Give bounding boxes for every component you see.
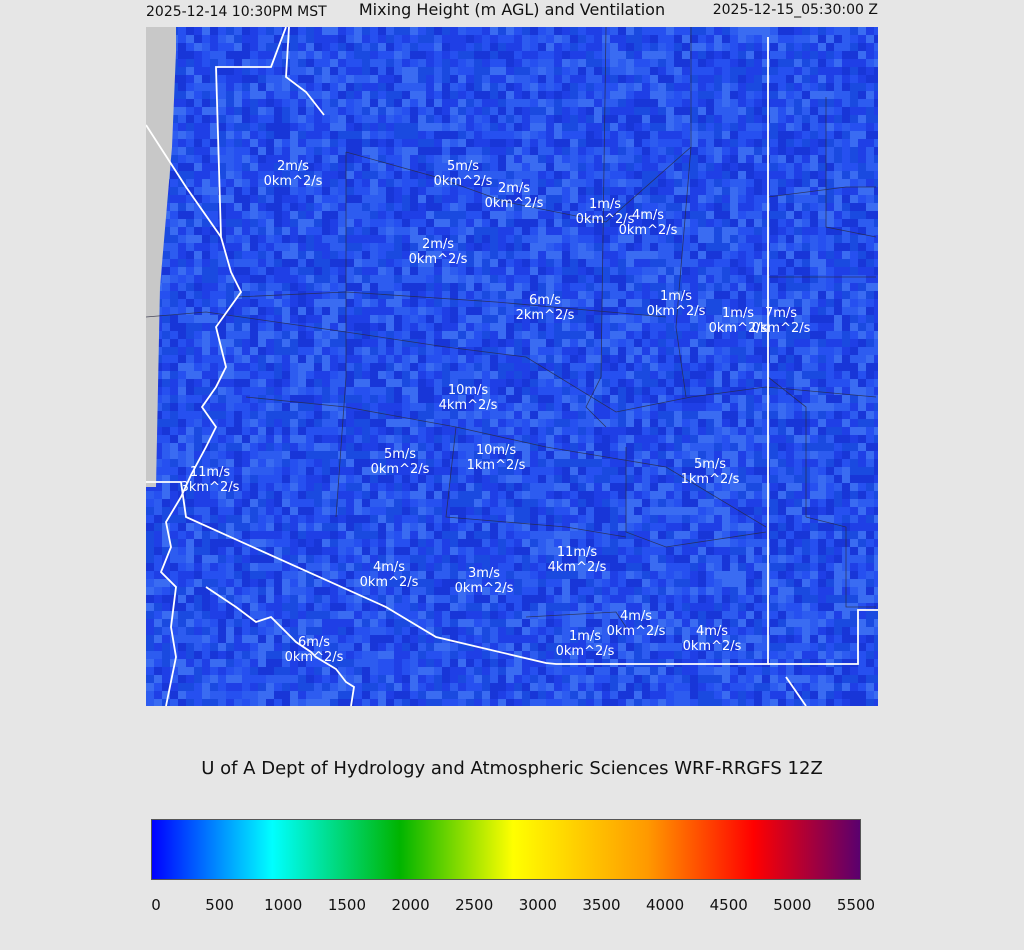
ventilation-text: 1km^2/s: [680, 472, 740, 487]
valid-time-local: 2025-12-14 10:30PM MST: [146, 4, 327, 20]
valid-time-utc: 2025-12-15_05:30:00 Z: [712, 2, 878, 18]
wind-vent-label: [516, 293, 575, 323]
ventilation-text: 0km^2/s: [708, 321, 768, 336]
colorbar-tick-label: 5500: [836, 896, 876, 914]
wind-vent-label: [607, 609, 666, 639]
wind-vent-label: [681, 457, 740, 487]
model-credit: U of A Dept of Hydrology and Atmospheric Sciences WRF-RRGFS 12Z: [201, 758, 823, 779]
wind-vent-label: [371, 447, 430, 477]
wind-vent-label: [647, 289, 706, 319]
wind-speed-text: 5m/s: [446, 159, 480, 174]
map-title: Mixing Height (m AGL) and Ventilation: [358, 0, 666, 19]
wind-speed-text: 11m/s: [189, 465, 231, 480]
wind-vent-label: [181, 465, 240, 495]
wind-vent-label: [467, 443, 526, 473]
colorbar-tick-label: 3000: [518, 896, 557, 914]
wind-vent-label: [455, 566, 514, 596]
ventilation-text: 0km^2/s: [618, 223, 678, 238]
colorbar-tick-label: 2000: [391, 896, 430, 914]
ventilation-text: 4km^2/s: [547, 560, 607, 575]
ventilation-text: 0km^2/s: [646, 304, 706, 319]
wind-speed-text: 4m/s: [631, 208, 665, 223]
ventilation-text: 0km^2/s: [370, 462, 430, 477]
wind-speed-text: 4m/s: [619, 609, 653, 624]
ventilation-text: 3km^2/s: [180, 480, 240, 495]
colorbar-tick-label: 1000: [264, 896, 303, 914]
wind-vent-label: [439, 383, 498, 413]
ventilation-text: 0km^2/s: [484, 196, 544, 211]
ventilation-text: 1km^2/s: [466, 458, 526, 473]
wind-speed-text: 5m/s: [383, 447, 417, 462]
wind-speed-text: 5m/s: [693, 457, 727, 472]
wind-speed-text: 6m/s: [297, 635, 331, 650]
wind-speed-text: 6m/s: [528, 293, 562, 308]
wind-speed-text: 2m/s: [276, 159, 310, 174]
wind-vent-label: [548, 545, 607, 575]
wind-speed-text: 10m/s: [447, 383, 489, 398]
wind-speed-text: 10m/s: [475, 443, 517, 458]
wind-vent-label: [683, 624, 742, 654]
wind-vent-label: [752, 306, 811, 336]
wind-vent-label: [409, 237, 468, 267]
wind-vent-label: [285, 635, 344, 665]
ventilation-text: 0km^2/s: [433, 174, 493, 189]
wind-speed-text: 7m/s: [764, 306, 798, 321]
colorbar-tick-label: 2500: [455, 896, 494, 914]
colorbar-tick-label: 0: [151, 896, 161, 914]
wind-vent-label: [360, 560, 419, 590]
wind-vent-label: [619, 208, 678, 238]
ventilation-text: 0km^2/s: [575, 212, 635, 227]
colorbar-tick-label: 1500: [327, 896, 366, 914]
wind-speed-text: 1m/s: [659, 289, 693, 304]
wind-speed-text: 1m/s: [721, 306, 755, 321]
wind-vent-label: [556, 629, 615, 659]
wind-speed-text: 1m/s: [568, 629, 602, 644]
colorbar-tick-label: 500: [205, 896, 234, 914]
colorbar-tick-label: 4000: [645, 896, 685, 914]
ventilation-text: 0km^2/s: [751, 321, 811, 336]
wind-speed-text: 1m/s: [588, 197, 622, 212]
wind-vent-label: [434, 159, 493, 189]
wind-vent-label: [264, 159, 323, 189]
colorbar-tick-label: 5000: [773, 896, 812, 914]
ventilation-text: 0km^2/s: [284, 650, 344, 665]
map-field: [146, 27, 878, 706]
mixing-height-map: [146, 27, 878, 706]
wind-speed-text: 4m/s: [695, 624, 729, 639]
ventilation-text: 0km^2/s: [555, 644, 615, 659]
ventilation-text: 4km^2/s: [438, 398, 498, 413]
wind-speed-text: 2m/s: [421, 237, 455, 252]
colorbar: [151, 819, 861, 880]
wind-vent-label: [485, 181, 544, 211]
ventilation-text: 0km^2/s: [263, 174, 323, 189]
ventilation-text: 0km^2/s: [408, 252, 468, 267]
colorbar-tick-label: 4500: [709, 896, 748, 914]
wind-speed-text: 4m/s: [372, 560, 406, 575]
wind-speed-text: 2m/s: [497, 181, 531, 196]
colorbar-tick-label: 3500: [582, 896, 621, 914]
ventilation-text: 2km^2/s: [515, 308, 575, 323]
wind-speed-text: 11m/s: [556, 545, 598, 560]
wind-speed-text: 3m/s: [467, 566, 501, 581]
ventilation-text: 0km^2/s: [606, 624, 666, 639]
ventilation-text: 0km^2/s: [359, 575, 419, 590]
ventilation-text: 0km^2/s: [454, 581, 514, 596]
ventilation-text: 0km^2/s: [682, 639, 742, 654]
